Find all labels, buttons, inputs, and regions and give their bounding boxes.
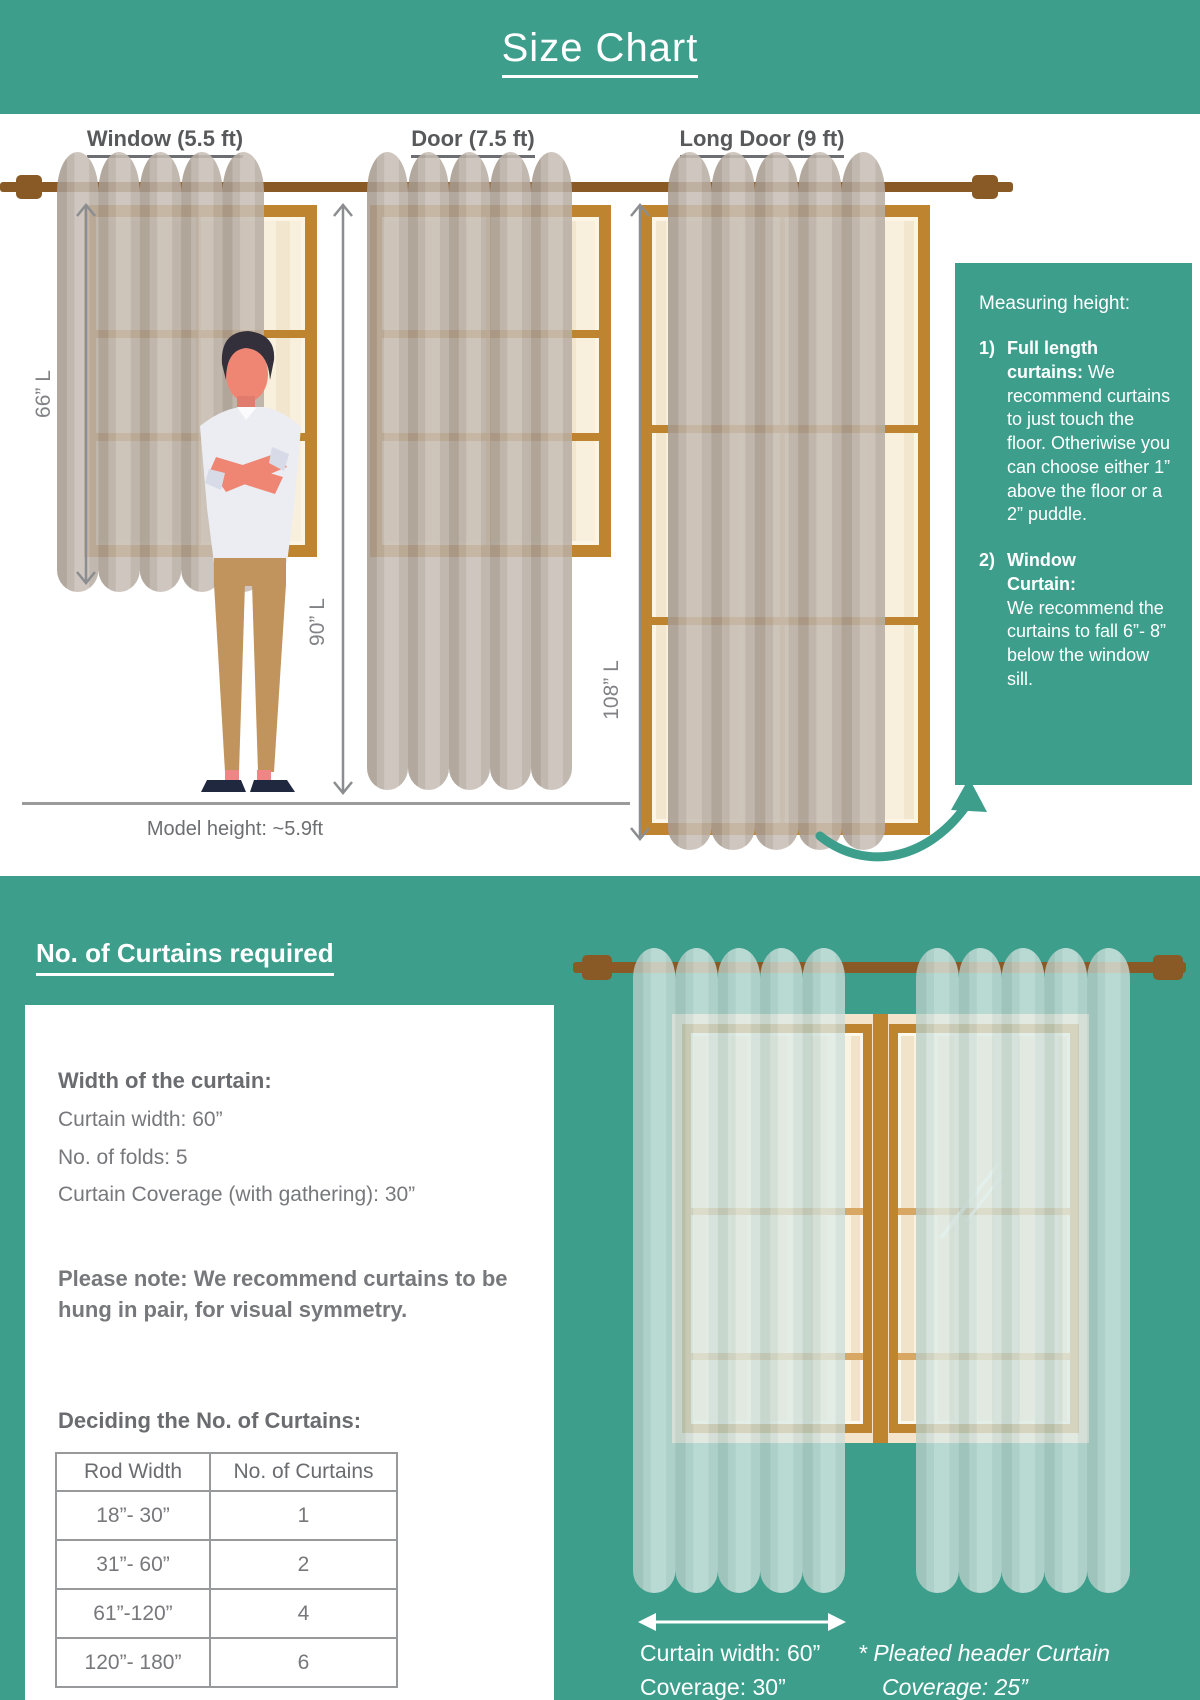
curtain-90in — [367, 152, 572, 790]
pair-note: Please note: We recommend curtains to be hung in pair, for visual symmetry. — [58, 1266, 508, 1323]
label-door: Door (7.5 ft) — [343, 126, 603, 158]
rod-finial-left — [16, 175, 42, 199]
curtain-width-label: Curtain width: 60” — [640, 1640, 821, 1666]
sheer-curtain-right — [916, 948, 1130, 1593]
length-label-108: 108” L — [600, 660, 623, 720]
length-label-90: 90” L — [306, 598, 329, 646]
measure-arrow-90 — [331, 196, 355, 802]
table-row: 120”- 180” 6 — [56, 1638, 397, 1687]
info-item-text: Window Curtain: We recommend the curtains to fall 6”- 8” below the window sill. — [1007, 550, 1167, 689]
header-banner — [0, 0, 1200, 114]
info-item-text: Full length curtains: We recommend curtains to just touch the floor. Otheriwise you can choose either 1” above the floor or a 2” puddle. — [1007, 338, 1171, 525]
rod-finial-right — [972, 175, 998, 199]
info-item-number: 2) — [979, 550, 996, 570]
curtain-108in — [668, 152, 885, 850]
window-center-mullion — [873, 1014, 888, 1443]
measuring-height-info-box — [955, 263, 1192, 785]
page-title: Size Chart — [0, 26, 1200, 78]
pleated-header-label: * Pleated header Curtain — [858, 1640, 1110, 1666]
folds-line: No. of folds: 5 — [58, 1146, 188, 1169]
curved-arrow-icon — [806, 776, 996, 868]
model-height-caption: Model height: ~5.9ft — [146, 818, 324, 840]
curtain-width-line: Curtain width: 60” — [58, 1108, 223, 1131]
table-row: 18”- 30” 1 — [56, 1491, 397, 1540]
label-long-door: Long Door (9 ft) — [632, 126, 892, 158]
sheer-curtain-left — [633, 948, 845, 1593]
model-person-illustration — [180, 326, 322, 804]
table-row: 31”- 60” 2 — [56, 1540, 397, 1589]
label-window: Window (5.5 ft) — [35, 126, 295, 158]
col-rod-width: Rod Width — [56, 1453, 210, 1491]
coverage-line: Curtain Coverage (with gathering): 30” — [58, 1183, 416, 1206]
width-arrow — [636, 1610, 848, 1634]
table-header-row — [56, 1453, 397, 1491]
info-item-2 — [979, 549, 1172, 692]
rod-width-table — [55, 1452, 398, 1688]
length-label-66: 66” L — [32, 370, 55, 418]
info-item-1 — [979, 337, 1172, 527]
curtains-required-heading: No. of Curtains required — [36, 938, 334, 976]
measure-arrow-66 — [74, 196, 98, 592]
width-title: Width of the curtain: — [58, 1068, 272, 1093]
table-row: 61”-120” 4 — [56, 1589, 397, 1638]
rod-finial-right — [1153, 955, 1183, 980]
measure-arrow-108 — [628, 196, 652, 848]
coverage-label: Coverage: 30” — [640, 1674, 786, 1700]
table-title: Deciding the No. of Curtains: — [58, 1408, 362, 1433]
info-box-title: Measuring height: — [979, 293, 1131, 314]
col-no-of-curtains: No. of Curtains — [210, 1453, 397, 1491]
info-item-number: 1) — [979, 338, 996, 358]
rod-finial-left — [582, 955, 612, 980]
floor-line — [22, 802, 630, 805]
pleated-coverage-label: Coverage: 25” — [882, 1674, 1028, 1700]
